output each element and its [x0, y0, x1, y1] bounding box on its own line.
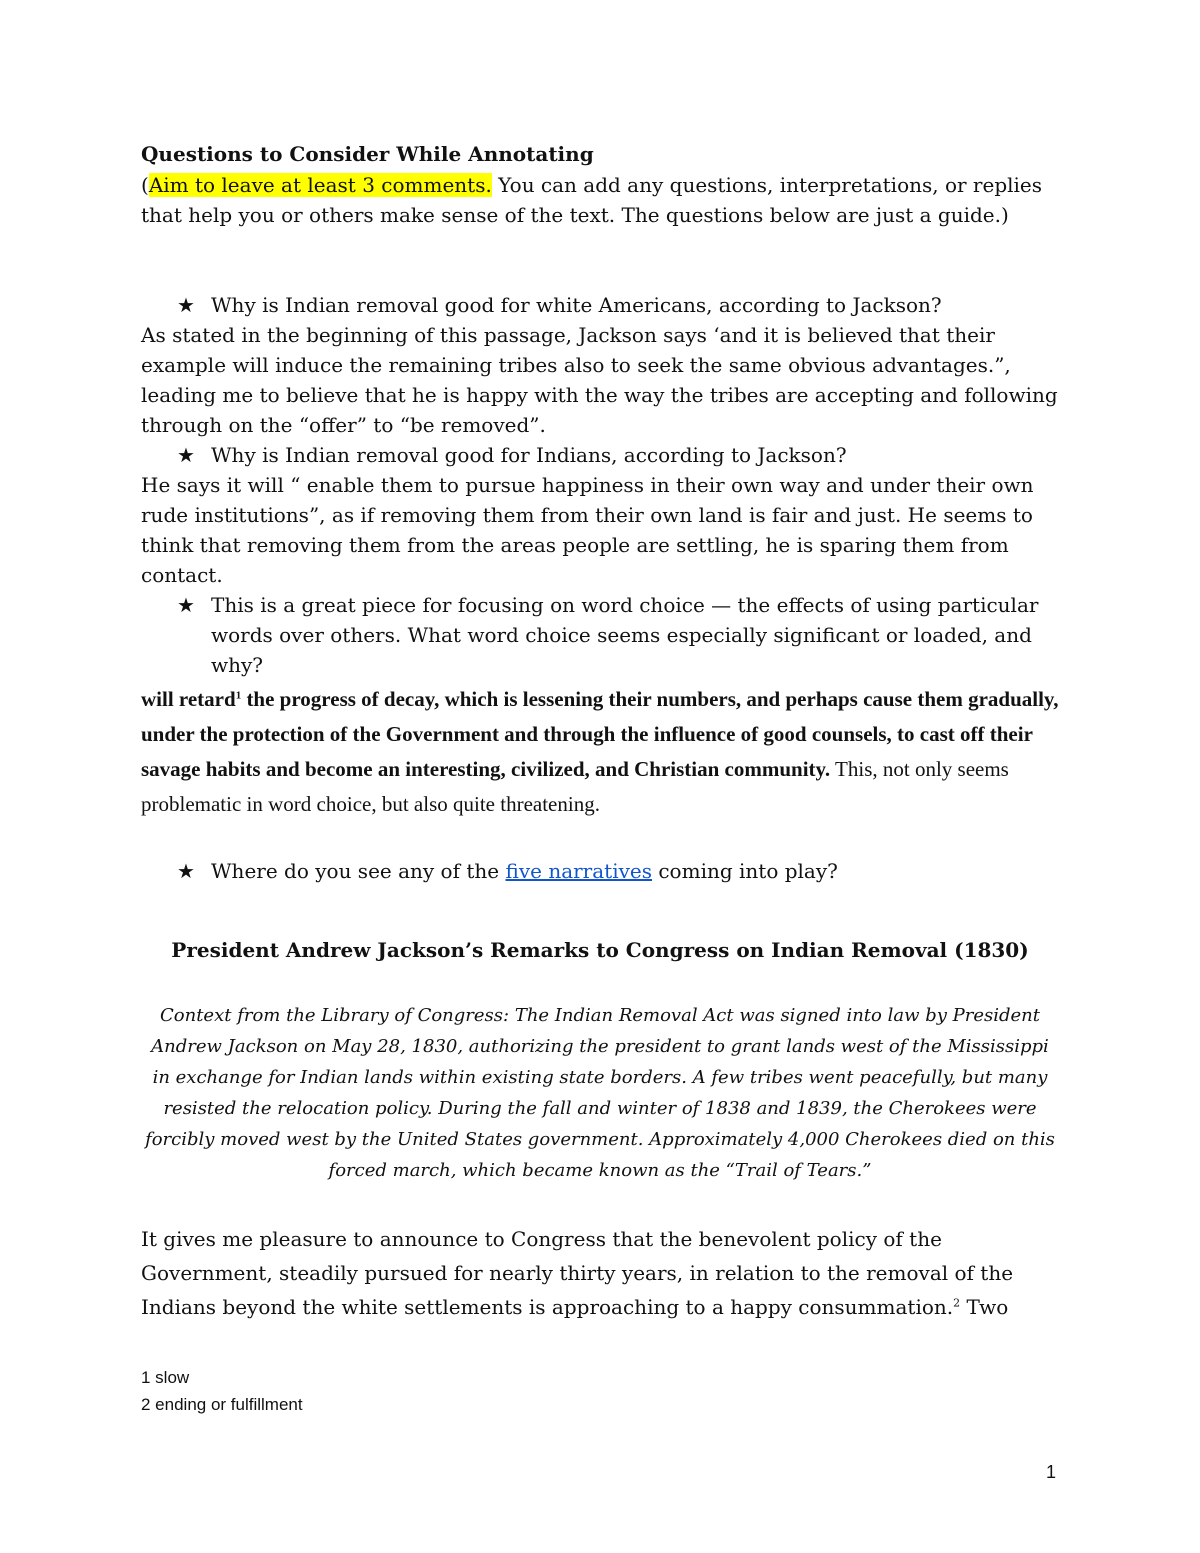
question-4-before: Where do you see any of the: [211, 859, 506, 883]
star-bullet-icon: ★: [177, 443, 195, 467]
answer-1: As stated in the beginning of this passage, Jackson says ‘and it is believed that their example will induce the remaining tribes also to seek the same obvious advantages.”, leading me to believe that he is happy with the way the tribes are accepting and following through on the “offer” to “be removed”.: [141, 323, 1058, 437]
quote-lead: will retard: [141, 687, 236, 711]
quoted-passage: the progress of decay, which is lessening their numbers, and perhaps cause them gradually, under the protection of the Government and through the influence of good counsels, to cast off their savage habits and become an interesting, civilized, and Christian community.: [141, 687, 1059, 781]
speech-paragraph: [141, 1222, 1071, 1324]
five-narratives-link[interactable]: five narratives: [505, 859, 652, 883]
context-paragraph: Context from the Library of Congress: The Indian Removal Act was signed into law by President Andrew Jackson on May 28, 1830, authorizing the president to grant lands west of the Mississippi in exchange for Indian lands within existing state borders. A few tribes went peacefully, but many resisted the relocation policy. During the fall and winter of 1838 and 1839, the Cherokees were forcibly moved west by the United States government. Approximately 4,000 Cherokees died on this forced march, which became known as the “Trail of Tears.”: [145, 1005, 1055, 1181]
answer-3: [141, 682, 1061, 822]
question-2-text: Why is Indian removal good for Indians, according to Jackson?: [211, 443, 847, 467]
speech-tail: Two: [960, 1295, 1009, 1319]
footnotes: [141, 1364, 303, 1418]
footnote-ref-1: 1: [235, 689, 242, 702]
question-1: [141, 290, 1061, 320]
answer-3-commentary: This, not only seems problematic in word choice, but also quite threatening.: [141, 757, 1009, 816]
question-4: [141, 856, 1061, 886]
footnote-1: 1 slow: [141, 1368, 190, 1387]
intro-rest: You can add any questions, interpretations, or replies that help you or others make sense of the text. The questions below are just a guide.): [141, 173, 1043, 227]
speech-text: It gives me pleasure to announce to Congress that the benevolent policy of the Government, steadily pursued for nearly thirty years, in relation to the removal of the Indians beyond the white settlements is approaching to a happy consummation.: [141, 1227, 1014, 1319]
footnote-2: 2 ending or fulfillment: [141, 1395, 303, 1414]
intro-open-paren: (: [141, 173, 149, 197]
speech-title: President Andrew Jackson’s Remarks to Congress on Indian Removal (1830): [171, 938, 1029, 962]
star-bullet-icon: ★: [177, 293, 195, 317]
question-2: [141, 440, 1061, 470]
star-bullet-icon: ★: [177, 593, 195, 617]
answer-2: He says it will “ enable them to pursue happiness in their own way and under their own rude institutions”, as if removing them from their own land is fair and just. He seems to think that removing them from the areas people are settling, he is sparing them from contact.: [141, 473, 1034, 587]
star-bullet-icon: ★: [177, 859, 195, 883]
question-3-text: This is a great piece for focusing on word choice — the effects of using particular words over others. What word choice seems especially significant or loaded, and why?: [211, 593, 1039, 677]
questions-section: [141, 290, 1061, 886]
intro-paragraph: [141, 170, 1061, 230]
section-heading: Questions to Consider While Annotating: [141, 142, 594, 166]
question-4-after: coming into play?: [652, 859, 838, 883]
question-1-text: Why is Indian removal good for white Americans, according to Jackson?: [211, 293, 942, 317]
question-3: [141, 590, 1061, 680]
footnote-ref-2: 2: [953, 1296, 961, 1310]
page-number: 1: [1046, 1462, 1057, 1482]
highlighted-instruction: Aim to leave at least 3 comments.: [148, 173, 492, 197]
